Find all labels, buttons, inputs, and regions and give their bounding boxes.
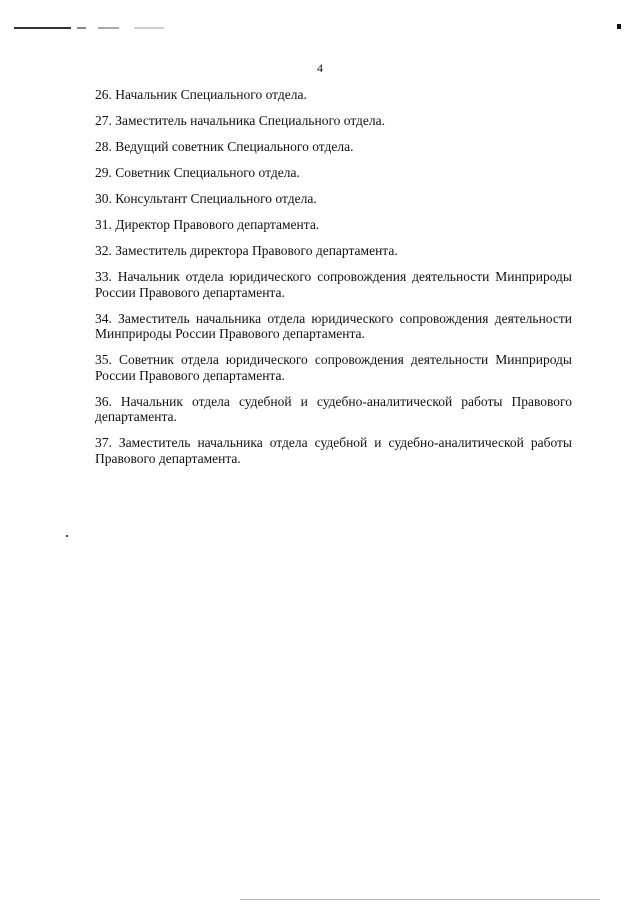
list-item: 30. Консультант Специального отдела.: [95, 191, 317, 206]
scan-artifact-dot: [617, 24, 621, 29]
scan-artifact-top: [14, 27, 164, 29]
list-item: 35. Советник отдела юридического сопровождения деятельности Минприроды России Правового департамента.: [95, 352, 572, 383]
list-item: 31. Директор Правового департамента.: [95, 217, 320, 232]
list-item: 32. Заместитель директора Правового департамента.: [95, 243, 398, 258]
list-item: 33. Начальник отдела юридического сопровождения деятельности Минприроды России Правового департамента.: [95, 269, 572, 300]
position-list: [95, 87, 572, 477]
list-item: 37. Заместитель начальника отдела судебной и судебно-аналитической работы Правового департамента.: [95, 435, 572, 466]
page-number: 4: [317, 61, 323, 75]
list-item: 29. Советник Специального отдела.: [95, 165, 300, 180]
list-item: 27. Заместитель начальника Специального отдела.: [95, 113, 386, 128]
scan-artifact-speck: [66, 535, 68, 537]
list-item: 26. Начальник Специального отдела.: [95, 87, 307, 102]
list-item: 28. Ведущий советник Специального отдела.: [95, 139, 354, 154]
scan-artifact-bottom: [240, 899, 600, 900]
list-item: 36. Начальник отдела судебной и судебно-аналитической работы Правового департамента.: [95, 393, 572, 424]
list-item: 34. Заместитель начальника отдела юридического сопровождения деятельности Минприроды России Правового департамента.: [95, 310, 572, 341]
